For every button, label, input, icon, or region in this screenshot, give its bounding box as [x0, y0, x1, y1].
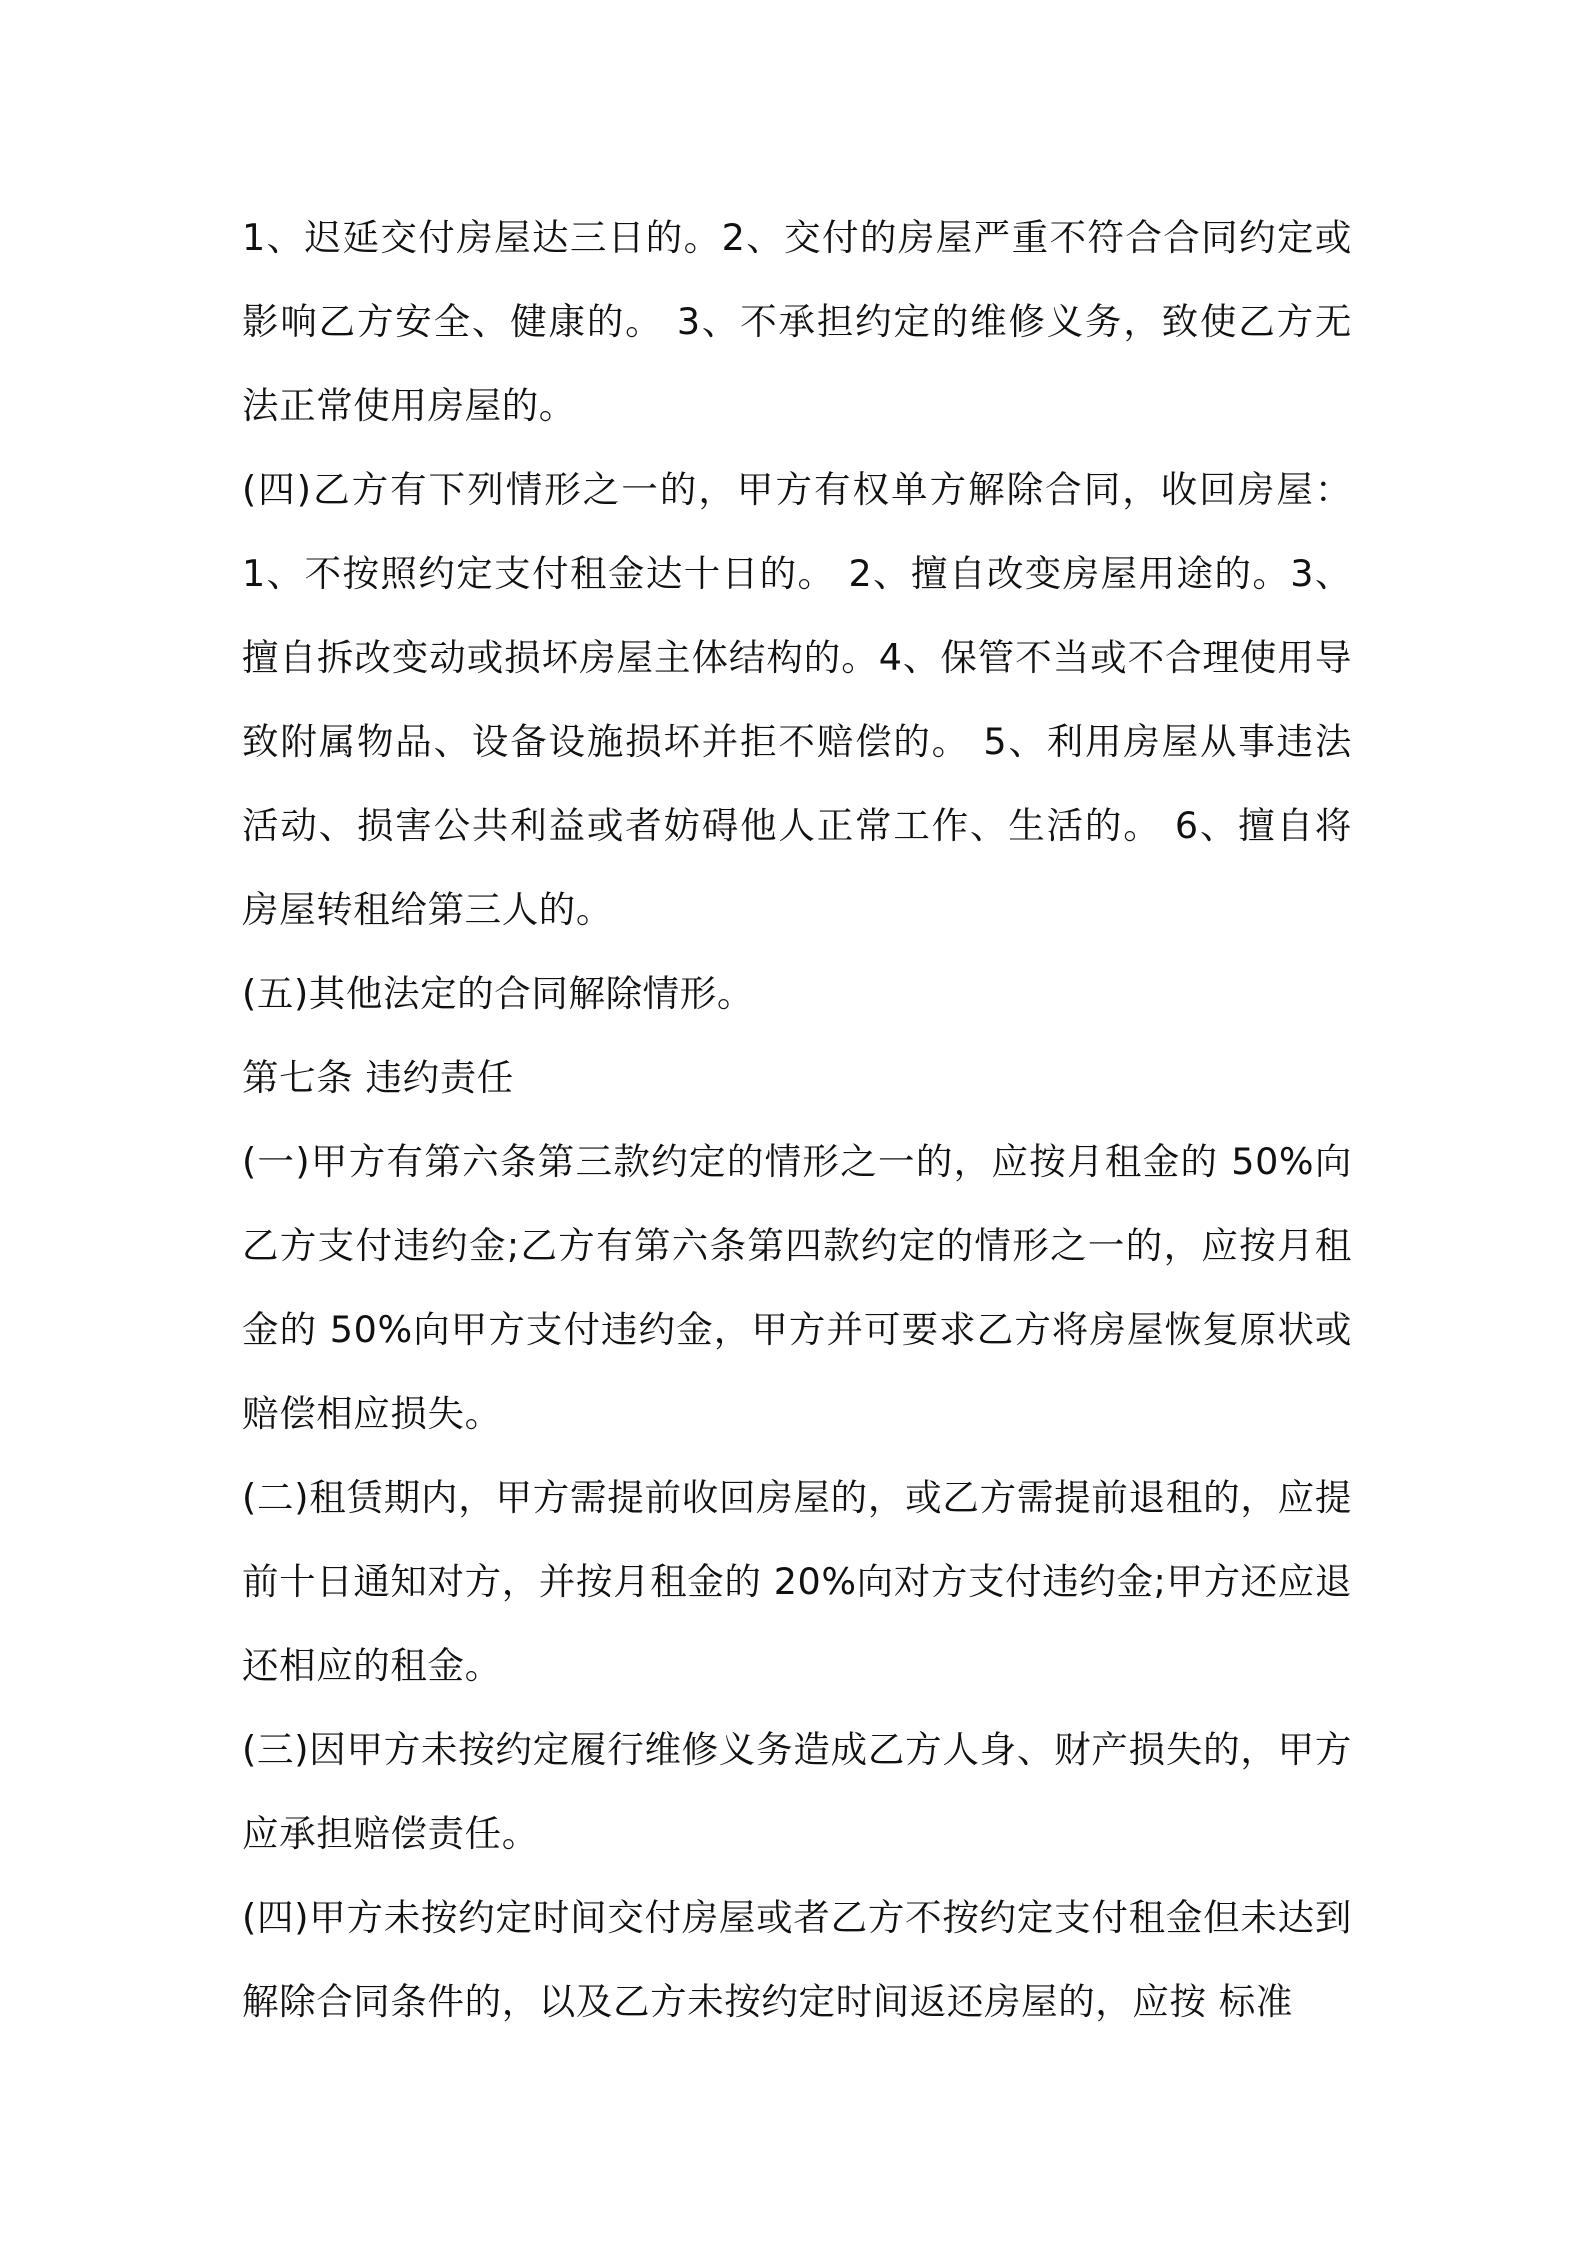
paragraph-landlord-breach-items: 1、迟延交付房屋达三日的。2、交付的房屋严重不符合合同约定或影响乙方安全、健康的。 3、不承担约定的维修义务，致使乙方无法正常使用房屋的。 — [242, 216, 1352, 427]
paragraph-liability-4: (四)甲方未按约定时间交付房屋或者乙方不按约定支付租金但未达到解除合同条件的，以及乙方未按约定时间返还房屋的，应按 标准 — [242, 1896, 1352, 2023]
paragraph-tenant-termination-cases: (四)乙方有下列情形之一的，甲方有权单方解除合同，收回房屋： 1、不按照约定支付租金达十日的。 2、擅自改变房屋用途的。3、擅自拆改变动或损坏房屋主体结构的。4、保管不当或不合理使用导致附属物品、设备设施损坏并拒不赔偿的。 5、利用房屋从事违法活动、损害公共利益或者妨碍他人正常工作、生活的。 6、擅自将房屋转租给第三人的。 — [242, 468, 1352, 931]
contract-text — [242, 196, 1352, 2044]
paragraph-liability-1: (一)甲方有第六条第三款约定的情形之一的，应按月租金的 50%向乙方支付违约金;乙方有第六条第四款约定的情形之一的，应按月租金的 50%向甲方支付违约金，甲方并可要求乙方将房屋恢复原状或赔偿相应损失。 — [242, 1140, 1352, 1435]
paragraph-liability-2: (二)租赁期内，甲方需提前收回房屋的，或乙方需提前退租的，应提前十日通知对方，并按月租金的 20%向对方支付违约金;甲方还应退还相应的租金。 — [242, 1476, 1352, 1687]
paragraph-liability-3: (三)因甲方未按约定履行维修义务造成乙方人身、财产损失的，甲方应承担赔偿责任。 — [242, 1728, 1352, 1855]
paragraph-other-termination: (五)其他法定的合同解除情形。 — [242, 972, 754, 1015]
section-heading-article-7: 第七条 违约责任 — [242, 1056, 514, 1099]
